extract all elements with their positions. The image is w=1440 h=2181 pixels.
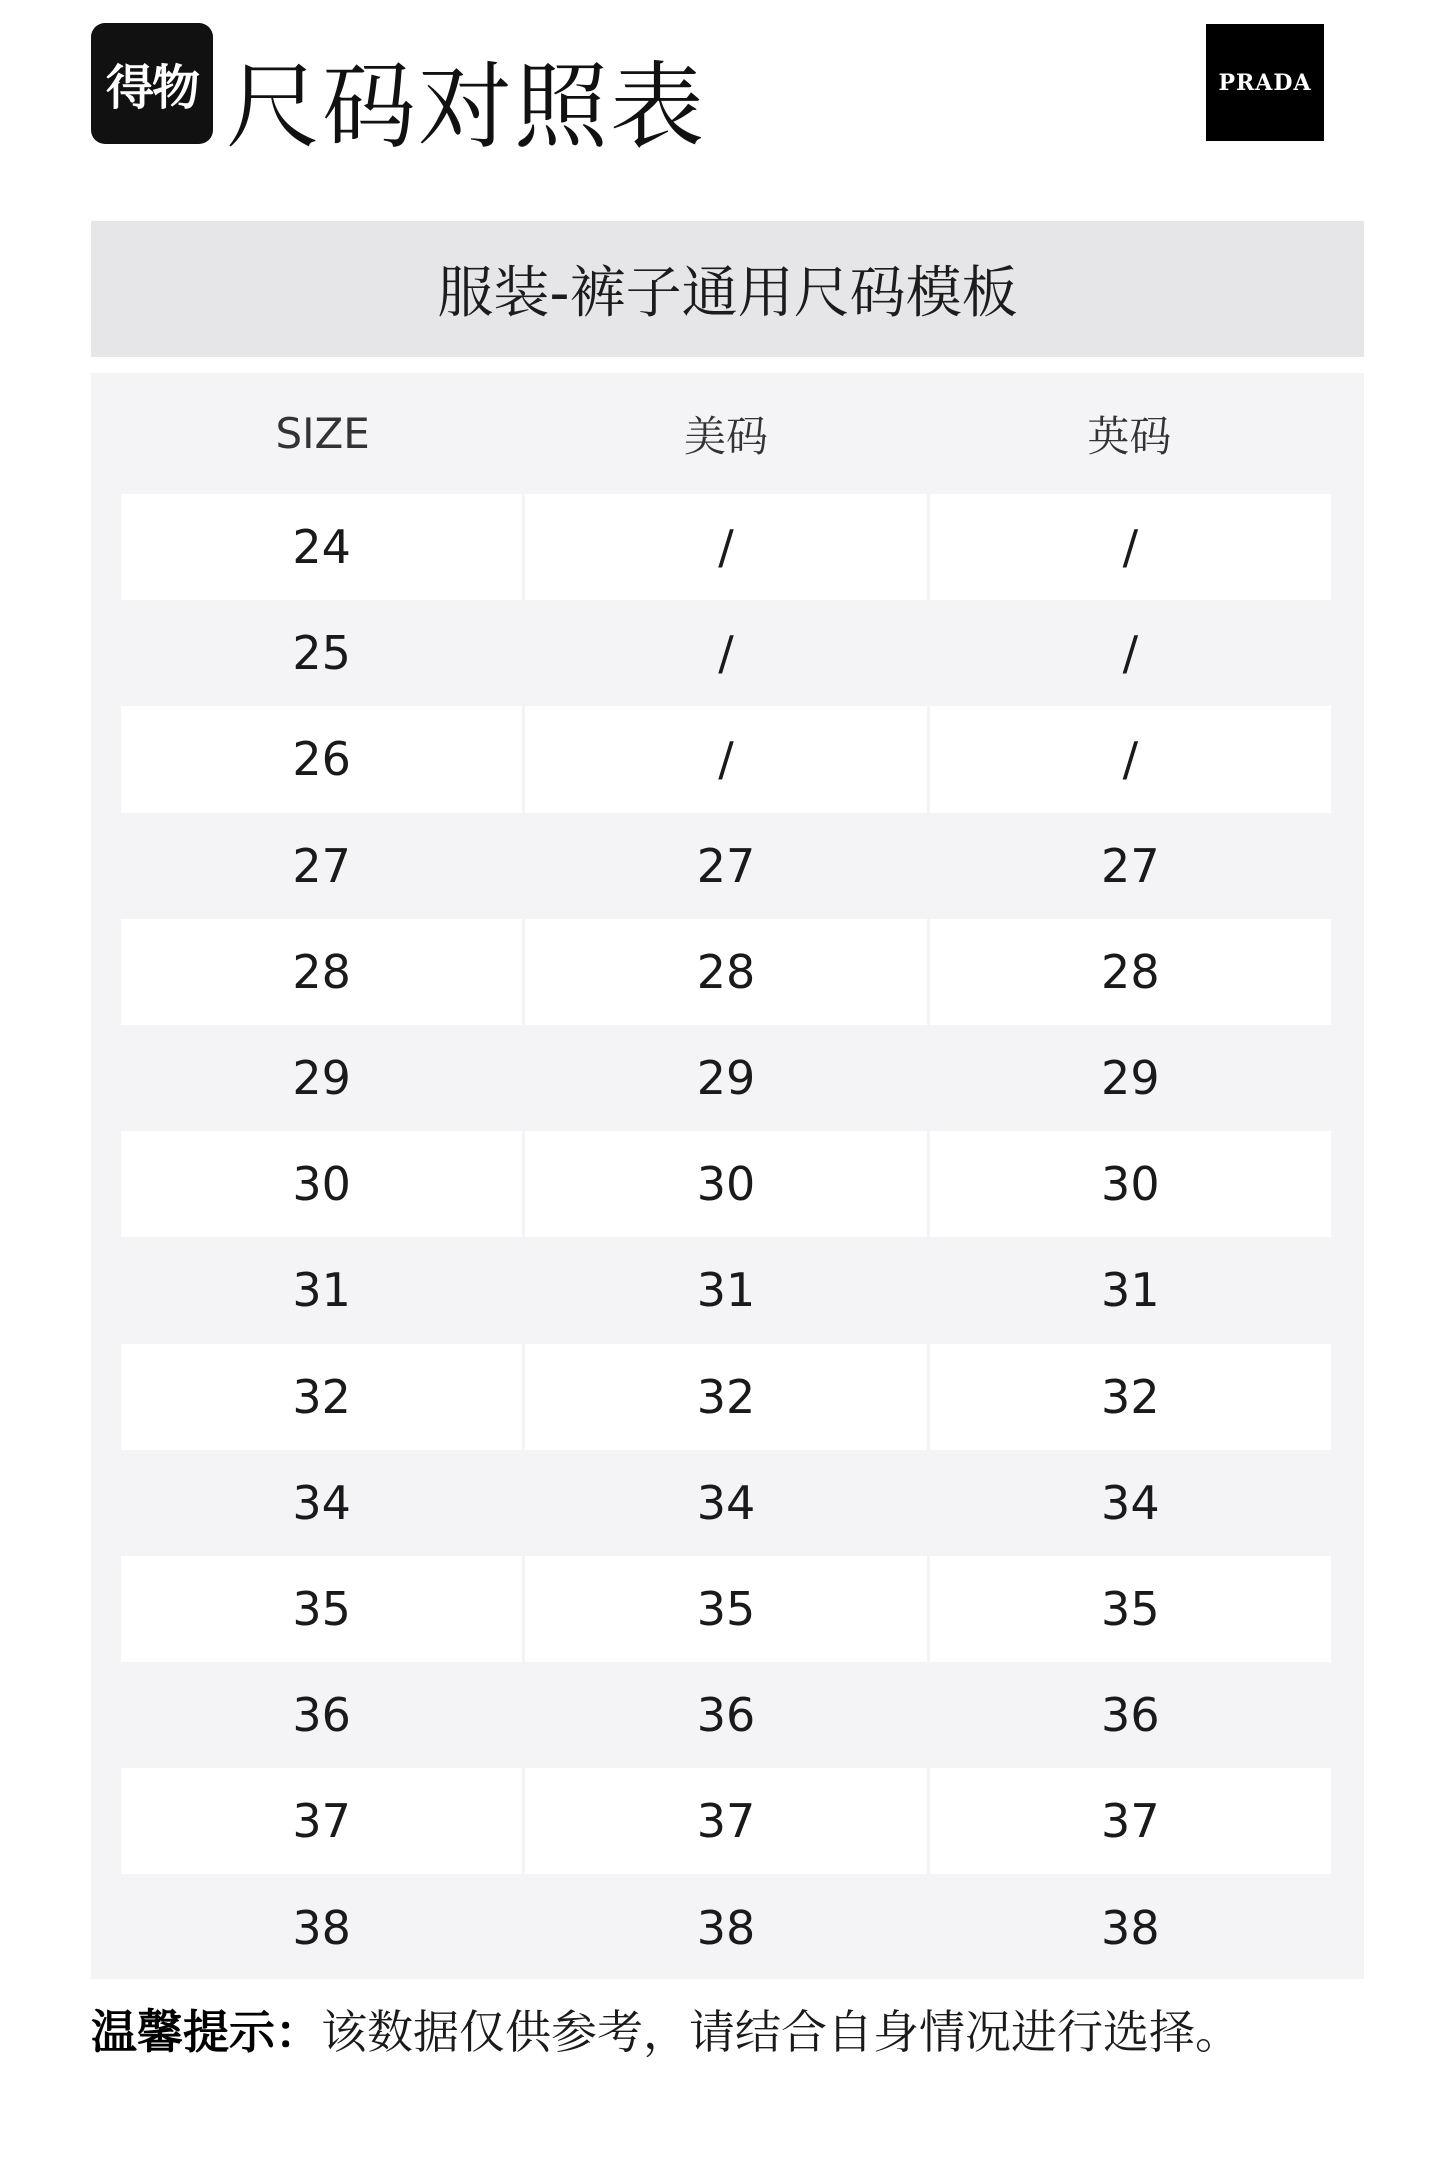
table-row bbox=[121, 706, 1331, 812]
size-cell: 30 bbox=[121, 1131, 522, 1237]
uk-cell: 31 bbox=[1101, 1263, 1160, 1318]
table-row bbox=[121, 1025, 1331, 1131]
us-cell: / bbox=[718, 626, 734, 681]
notice-label: 温馨提示： bbox=[91, 2005, 321, 2059]
size-cell: 37 bbox=[121, 1768, 522, 1874]
table-header bbox=[121, 373, 1331, 494]
us-cell: 30 bbox=[525, 1131, 926, 1237]
uk-cell: 27 bbox=[1101, 838, 1160, 893]
template-title: 服装-裤子通用尺码模板 bbox=[437, 261, 1018, 326]
us-cell: 34 bbox=[696, 1475, 756, 1530]
uk-cell: / bbox=[930, 706, 1331, 812]
size-cell: 32 bbox=[121, 1344, 522, 1450]
us-cell: 35 bbox=[525, 1556, 926, 1662]
size-cell: 29 bbox=[292, 1051, 351, 1106]
size-cell: 27 bbox=[292, 838, 351, 893]
uk-cell: / bbox=[1122, 626, 1139, 681]
notice bbox=[91, 2000, 1391, 2064]
uk-cell: 30 bbox=[930, 1131, 1331, 1237]
size-cell: 36 bbox=[292, 1688, 351, 1743]
uk-cell: 35 bbox=[930, 1556, 1331, 1662]
size-cell: 34 bbox=[292, 1475, 351, 1530]
size-table bbox=[91, 373, 1364, 1979]
template-banner bbox=[91, 221, 1364, 357]
table-row bbox=[121, 600, 1331, 706]
table-row bbox=[121, 1556, 1331, 1662]
us-cell: / bbox=[525, 494, 926, 600]
table-row bbox=[121, 813, 1331, 919]
us-cell: 27 bbox=[696, 838, 756, 893]
us-cell: 38 bbox=[696, 1900, 756, 1955]
table-body bbox=[121, 494, 1331, 1981]
table-row bbox=[121, 1131, 1331, 1237]
uk-cell: 38 bbox=[1101, 1900, 1160, 1955]
us-cell: 31 bbox=[696, 1263, 756, 1318]
column-header-uk: 英码 bbox=[1087, 411, 1172, 461]
us-cell: 28 bbox=[525, 919, 926, 1025]
dewu-logo: 得物 bbox=[91, 23, 213, 144]
uk-cell: 34 bbox=[1101, 1475, 1160, 1530]
table-row bbox=[121, 1237, 1331, 1343]
us-cell: 37 bbox=[525, 1768, 926, 1874]
uk-cell: 29 bbox=[1101, 1051, 1160, 1106]
us-cell: / bbox=[525, 706, 926, 812]
table-row bbox=[121, 1662, 1331, 1768]
uk-cell: 28 bbox=[930, 919, 1331, 1025]
size-cell: 28 bbox=[121, 919, 522, 1025]
uk-cell: 32 bbox=[930, 1344, 1331, 1450]
size-cell: 31 bbox=[292, 1263, 351, 1318]
size-cell: 26 bbox=[121, 706, 522, 812]
uk-cell: 36 bbox=[1101, 1688, 1160, 1743]
uk-cell: / bbox=[930, 494, 1331, 600]
size-cell: 24 bbox=[121, 494, 522, 600]
us-cell: 32 bbox=[525, 1344, 926, 1450]
table-row bbox=[121, 1874, 1331, 1980]
table-row bbox=[121, 919, 1331, 1025]
size-cell: 38 bbox=[292, 1900, 351, 1955]
page-title: 尺码对照表 bbox=[226, 53, 707, 162]
uk-cell: 37 bbox=[930, 1768, 1331, 1874]
table-row bbox=[121, 1344, 1331, 1450]
us-cell: 29 bbox=[696, 1051, 756, 1106]
column-header-us: 美码 bbox=[683, 411, 768, 461]
prada-logo: PRADA bbox=[1206, 24, 1324, 141]
notice-text: 该数据仅供参考，请结合自身情况进行选择。 bbox=[321, 2005, 1241, 2059]
table-row bbox=[121, 1768, 1331, 1874]
size-cell: 25 bbox=[292, 626, 351, 681]
table-row bbox=[121, 1450, 1331, 1556]
us-cell: 36 bbox=[696, 1688, 756, 1743]
column-header-size: SIZE bbox=[275, 409, 370, 458]
size-cell: 35 bbox=[121, 1556, 522, 1662]
table-row bbox=[121, 494, 1331, 600]
page-header bbox=[0, 0, 1440, 200]
